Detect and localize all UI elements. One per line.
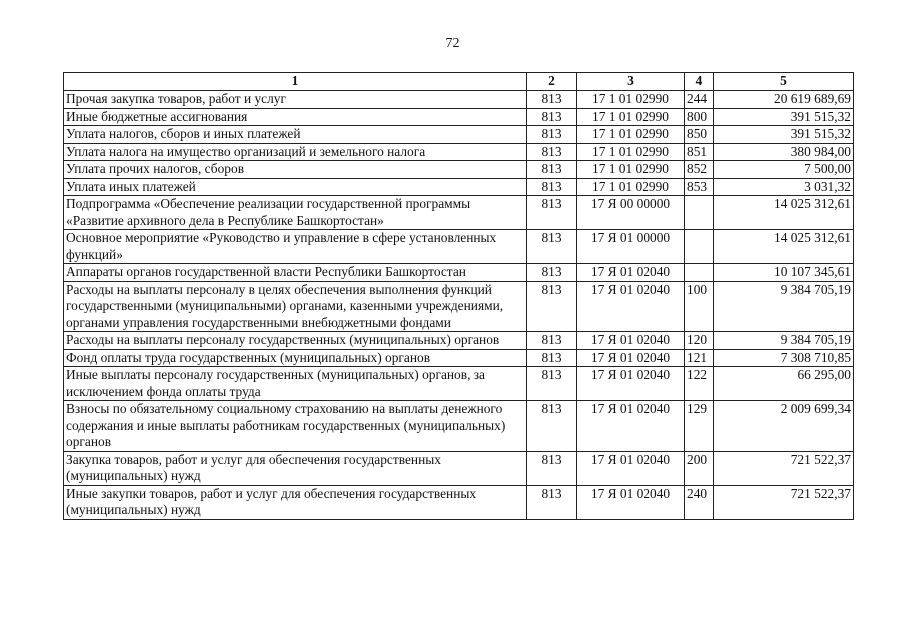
row-col4-cell	[685, 264, 714, 282]
column-header-3: 3	[577, 73, 685, 91]
row-name-cell: Фонд оплаты труда государственных (муниципальных) органов	[64, 349, 527, 367]
row-amount-cell: 14 025 312,61	[714, 196, 854, 230]
table-body	[64, 91, 854, 520]
budget-table	[63, 72, 854, 520]
row-amount-cell: 380 984,00	[714, 143, 854, 161]
row-col3-cell: 17 Я 01 02040	[577, 264, 685, 282]
row-col2-cell: 813	[527, 178, 577, 196]
row-col2-cell: 813	[527, 108, 577, 126]
row-col3-cell: 17 1 01 02990	[577, 108, 685, 126]
row-col3-cell: 17 1 01 02990	[577, 91, 685, 109]
row-name-cell: Закупка товаров, работ и услуг для обеспечения государственных (муниципальных) нужд	[64, 451, 527, 485]
row-name-cell: Взносы по обязательному социальному страхованию на выплаты денежного содержания и иные выплаты работникам государственных (муниципальных) органов	[64, 401, 527, 452]
row-amount-cell: 721 522,37	[714, 451, 854, 485]
table-row	[64, 161, 854, 179]
row-col4-cell: 853	[685, 178, 714, 196]
row-name-cell: Иные бюджетные ассигнования	[64, 108, 527, 126]
row-col4-cell: 200	[685, 451, 714, 485]
table-row	[64, 401, 854, 452]
table-row	[64, 91, 854, 109]
row-amount-cell: 7 500,00	[714, 161, 854, 179]
table-row	[64, 367, 854, 401]
row-name-cell: Подпрограмма «Обеспечение реализации государственной программы «Развитие архивного дела в Республике Башкортостан»	[64, 196, 527, 230]
row-col3-cell: 17 1 01 02990	[577, 178, 685, 196]
row-amount-cell: 721 522,37	[714, 485, 854, 519]
row-col2-cell: 813	[527, 485, 577, 519]
row-col4-cell	[685, 230, 714, 264]
row-name-cell: Аппараты органов государственной власти Республики Башкортостан	[64, 264, 527, 282]
table-row	[64, 451, 854, 485]
column-header-5: 5	[714, 73, 854, 91]
table-row	[64, 230, 854, 264]
row-amount-cell: 7 308 710,85	[714, 349, 854, 367]
row-amount-cell: 10 107 345,61	[714, 264, 854, 282]
row-name-cell: Расходы на выплаты персоналу государственных (муниципальных) органов	[64, 332, 527, 350]
row-col2-cell: 813	[527, 126, 577, 144]
row-name-cell: Уплата прочих налогов, сборов	[64, 161, 527, 179]
row-name-cell: Прочая закупка товаров, работ и услуг	[64, 91, 527, 109]
row-col3-cell: 17 1 01 02990	[577, 126, 685, 144]
row-col2-cell: 813	[527, 143, 577, 161]
row-col3-cell: 17 Я 01 00000	[577, 230, 685, 264]
row-col4-cell	[685, 196, 714, 230]
row-col3-cell: 17 Я 01 02040	[577, 349, 685, 367]
column-header-2: 2	[527, 73, 577, 91]
row-amount-cell: 3 031,32	[714, 178, 854, 196]
row-amount-cell: 14 025 312,61	[714, 230, 854, 264]
row-name-cell: Уплата налога на имущество организаций и земельного налога	[64, 143, 527, 161]
table-row	[64, 196, 854, 230]
table-row	[64, 264, 854, 282]
row-col3-cell: 17 Я 00 00000	[577, 196, 685, 230]
row-col4-cell: 100	[685, 281, 714, 332]
row-col3-cell: 17 Я 01 02040	[577, 332, 685, 350]
row-col2-cell: 813	[527, 281, 577, 332]
row-amount-cell: 391 515,32	[714, 108, 854, 126]
row-amount-cell: 20 619 689,69	[714, 91, 854, 109]
table-row	[64, 143, 854, 161]
row-amount-cell: 2 009 699,34	[714, 401, 854, 452]
row-col2-cell: 813	[527, 264, 577, 282]
table-row	[64, 178, 854, 196]
column-header-4: 4	[685, 73, 714, 91]
table-row	[64, 108, 854, 126]
row-col2-cell: 813	[527, 451, 577, 485]
row-col4-cell: 120	[685, 332, 714, 350]
row-col2-cell: 813	[527, 230, 577, 264]
row-col2-cell: 813	[527, 196, 577, 230]
row-col2-cell: 813	[527, 349, 577, 367]
row-amount-cell: 9 384 705,19	[714, 281, 854, 332]
column-header-1: 1	[64, 73, 527, 91]
row-col3-cell: 17 1 01 02990	[577, 143, 685, 161]
row-col2-cell: 813	[527, 332, 577, 350]
table-row	[64, 126, 854, 144]
row-col3-cell: 17 Я 01 02040	[577, 485, 685, 519]
row-amount-cell: 391 515,32	[714, 126, 854, 144]
row-name-cell: Расходы на выплаты персоналу в целях обеспечения выполнения функций государственными (муниципальными) органами, казенными учреждениями, органами управления государственными внебюджетными фондами	[64, 281, 527, 332]
row-col3-cell: 17 Я 01 02040	[577, 451, 685, 485]
row-col4-cell: 121	[685, 349, 714, 367]
row-name-cell: Уплата налогов, сборов и иных платежей	[64, 126, 527, 144]
row-name-cell: Уплата иных платежей	[64, 178, 527, 196]
row-col3-cell: 17 Я 01 02040	[577, 367, 685, 401]
row-amount-cell: 9 384 705,19	[714, 332, 854, 350]
row-col4-cell: 852	[685, 161, 714, 179]
row-col4-cell: 851	[685, 143, 714, 161]
row-col3-cell: 17 Я 01 02040	[577, 281, 685, 332]
row-col4-cell: 800	[685, 108, 714, 126]
row-name-cell: Основное мероприятие «Руководство и управление в сфере установленных функций»	[64, 230, 527, 264]
table-row	[64, 332, 854, 350]
row-col4-cell: 122	[685, 367, 714, 401]
page-number: 72	[445, 36, 460, 51]
row-col2-cell: 813	[527, 367, 577, 401]
table-row	[64, 281, 854, 332]
row-col4-cell: 240	[685, 485, 714, 519]
table-header-row	[64, 73, 854, 91]
table-row	[64, 349, 854, 367]
row-col3-cell: 17 1 01 02990	[577, 161, 685, 179]
row-col3-cell: 17 Я 01 02040	[577, 401, 685, 452]
row-name-cell: Иные выплаты персоналу государственных (муниципальных) органов, за исключением фонда оплаты труда	[64, 367, 527, 401]
table-row	[64, 485, 854, 519]
row-col4-cell: 850	[685, 126, 714, 144]
row-col2-cell: 813	[527, 401, 577, 452]
row-amount-cell: 66 295,00	[714, 367, 854, 401]
row-col2-cell: 813	[527, 91, 577, 109]
row-col2-cell: 813	[527, 161, 577, 179]
row-name-cell: Иные закупки товаров, работ и услуг для обеспечения государственных (муниципальных) нужд	[64, 485, 527, 519]
row-col4-cell: 244	[685, 91, 714, 109]
row-col4-cell: 129	[685, 401, 714, 452]
